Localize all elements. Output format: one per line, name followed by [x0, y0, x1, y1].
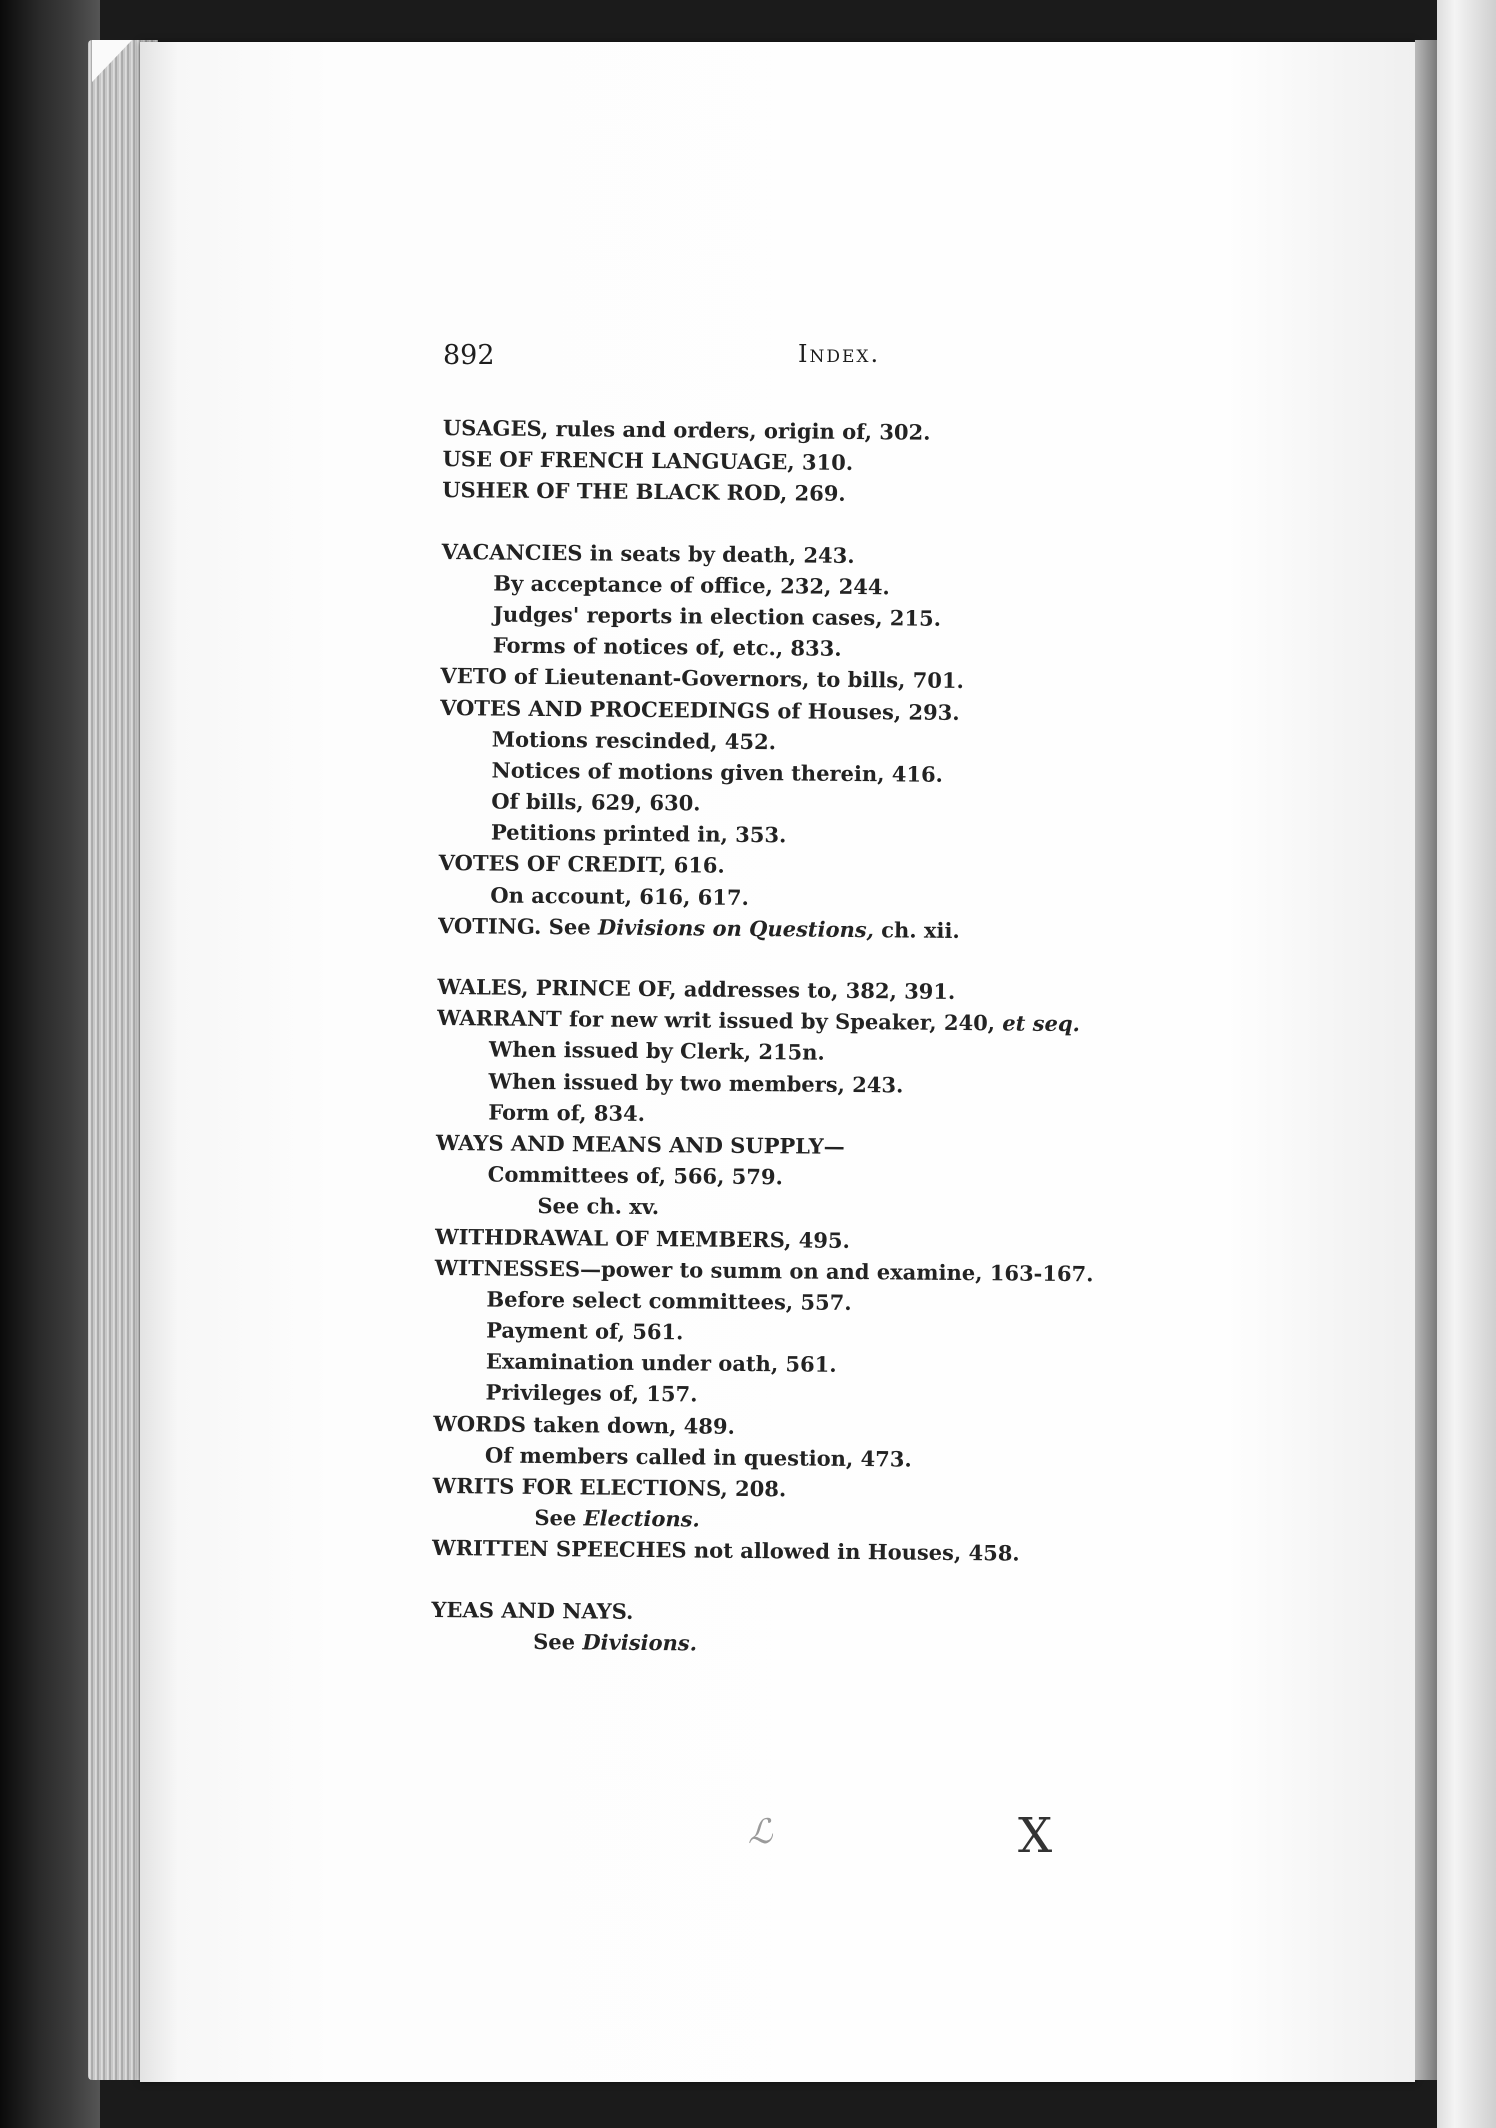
entry-text: Petitions printed in, 353.: [490, 819, 787, 848]
entry-text: Before select committees, 557.: [486, 1286, 852, 1315]
entry-text: Of bills, 629, 630.: [491, 788, 701, 816]
entry-text: Examination under oath, 561.: [485, 1348, 837, 1378]
entry-text: USE OF FRENCH LANGUAGE, 310.: [442, 446, 854, 476]
facing-page-edge: [1437, 0, 1496, 2128]
entry-text: Motions rescinded, 452.: [491, 726, 777, 754]
entry-text: WITHDRAWAL OF MEMBERS, 495.: [434, 1223, 851, 1253]
entry-text: When issued by two members, 243.: [488, 1068, 904, 1098]
entry-text: WAYS AND MEANS AND SUPPLY—: [435, 1129, 845, 1159]
entry-text: Judges' reports in election cases, 215.: [492, 601, 942, 631]
entry-text: VETO of Lieutenant-Governors, to bills, 701.: [440, 663, 965, 694]
cross-reference: Divisions on Questions,: [597, 914, 875, 942]
entry-text: Forms of notices of, etc., 833.: [492, 632, 842, 661]
page-gutter-shadow: [1415, 40, 1437, 2080]
handwritten-mark-left: ℒ: [748, 1812, 773, 1852]
entry-text: WITNESSES—power to summ on and examine, 163-167.: [434, 1254, 1094, 1286]
entry-text: Notices of motions given therein, 416.: [491, 757, 944, 787]
handwritten-mark-right: X: [1018, 1808, 1053, 1864]
entry-text: VACANCIES in seats by death, 243.: [441, 538, 855, 568]
entry-text: YEAS AND NAYS.: [431, 1596, 634, 1624]
entry-text: Privileges of, 157.: [485, 1379, 698, 1407]
page-corner-fold: [92, 40, 132, 82]
entry-text: VOTES OF CREDIT, 616.: [438, 850, 725, 879]
page-number: 892: [443, 340, 495, 371]
entry-text: See: [534, 1505, 584, 1531]
entry-text: WALES, PRINCE OF, addresses to, 382, 391.: [437, 973, 956, 1004]
running-title: Index.: [798, 340, 881, 368]
entry-text: On account, 616, 617.: [490, 882, 750, 910]
cross-reference: et seq.: [1002, 1010, 1081, 1037]
entry-text: By acceptance of office, 232, 244.: [493, 570, 890, 600]
entry-text: Payment of, 561.: [486, 1317, 684, 1345]
entry-text: VOTING. See: [437, 912, 599, 940]
cross-reference: Divisions.: [582, 1629, 698, 1656]
entry-text: Of members called in question, 473.: [484, 1442, 912, 1472]
entry-text: WRITTEN SPEECHES not allowed in Houses, 458.: [431, 1535, 1020, 1566]
entry-text: VOTES AND PROCEEDINGS of Houses, 293.: [440, 694, 960, 725]
entry-text: Form of, 834.: [488, 1099, 646, 1126]
page-header: [443, 340, 913, 380]
entry-text: USHER OF THE BLACK ROD, 269.: [442, 477, 846, 507]
entry-text: See: [533, 1628, 583, 1655]
index-list: [431, 412, 1163, 1663]
entry-text: WORDS taken down, 489.: [433, 1410, 736, 1439]
cross-reference: Elections.: [583, 1505, 700, 1532]
entry-text-after: ch. xii.: [873, 916, 960, 943]
entry-text: Committees of, 566, 579.: [487, 1161, 783, 1190]
entry-text: When issued by Clerk, 215n.: [488, 1036, 825, 1066]
entry-text: See ch. xv.: [537, 1193, 660, 1220]
entry-text: WRITS FOR ELECTIONS, 208.: [432, 1472, 787, 1502]
entry-text: USAGES, rules and orders, origin of, 302.: [442, 414, 931, 445]
book-binding: [0, 0, 100, 2128]
entry-text: WARRANT for new writ issued by Speaker, 240,: [437, 1005, 1003, 1036]
